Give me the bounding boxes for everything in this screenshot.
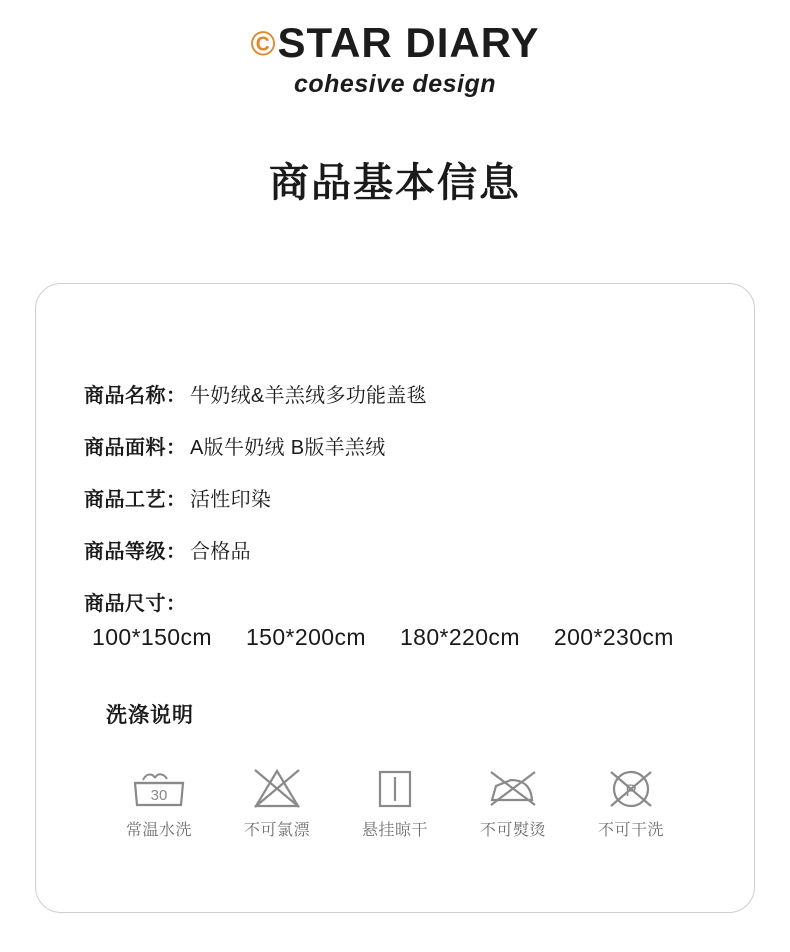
spec-value: 合格品 (190, 541, 251, 563)
spec-label: 商品名称 (84, 385, 166, 407)
spec-colon: ： (166, 541, 186, 563)
spec-value: A版牛奶绒 B版羊羔绒 (190, 437, 386, 459)
brand-header (0, 0, 790, 99)
table-row (84, 483, 724, 512)
svg-text:P: P (625, 781, 637, 800)
size-option: 200*230cm (553, 624, 674, 650)
spec-value: 牛奶绒&羊羔绒多功能盖毯 (190, 385, 427, 407)
wash-instructions-icons (36, 764, 754, 840)
size-option: 150*200cm (245, 624, 366, 650)
wash-caption: 不可氯漂 (243, 822, 310, 839)
page-title: 商品基本信息 (269, 161, 521, 205)
wash-caption: 不可干洗 (597, 822, 664, 839)
list-item (231, 764, 323, 840)
spec-list (84, 379, 724, 639)
size-option: 180*220cm (399, 624, 520, 650)
spec-label: 商品面料 (84, 437, 166, 459)
brand-name-line (0, 19, 790, 66)
brand-name: STAR DIARY (277, 19, 540, 66)
list-item (585, 764, 677, 840)
spec-colon: ： (166, 385, 186, 407)
line-dry-hang-icon (349, 764, 441, 810)
spec-label: 商品尺寸 (84, 593, 166, 615)
spec-colon: ： (166, 489, 186, 511)
copyright-icon: © (250, 25, 277, 63)
table-row (84, 535, 724, 564)
no-iron-icon (467, 764, 559, 810)
brand-tagline: cohesive design (293, 70, 497, 98)
spec-value: 活性印染 (190, 489, 272, 511)
no-bleach-triangle-icon (231, 764, 323, 810)
wash-tub-30-icon (113, 764, 205, 810)
spec-label: 商品等级 (84, 541, 166, 563)
size-option: 100*150cm (92, 624, 212, 650)
table-row (84, 379, 724, 408)
no-dryclean-icon (585, 764, 677, 810)
wash-caption: 悬挂晾干 (361, 822, 428, 839)
list-item (113, 764, 205, 840)
product-info-card (35, 283, 755, 913)
list-item (349, 764, 441, 840)
wash-instructions-title: 洗涤说明 (106, 704, 194, 727)
spec-colon: ： (166, 593, 186, 615)
wash-caption: 常温水洗 (125, 822, 192, 839)
size-options-list (92, 624, 724, 651)
spec-label: 商品工艺 (84, 489, 166, 511)
table-row (84, 431, 724, 460)
svg-text:30: 30 (150, 787, 168, 804)
wash-caption: 不可熨烫 (479, 822, 546, 839)
spec-colon: ： (166, 437, 186, 459)
list-item (467, 764, 559, 840)
table-row (84, 587, 724, 616)
